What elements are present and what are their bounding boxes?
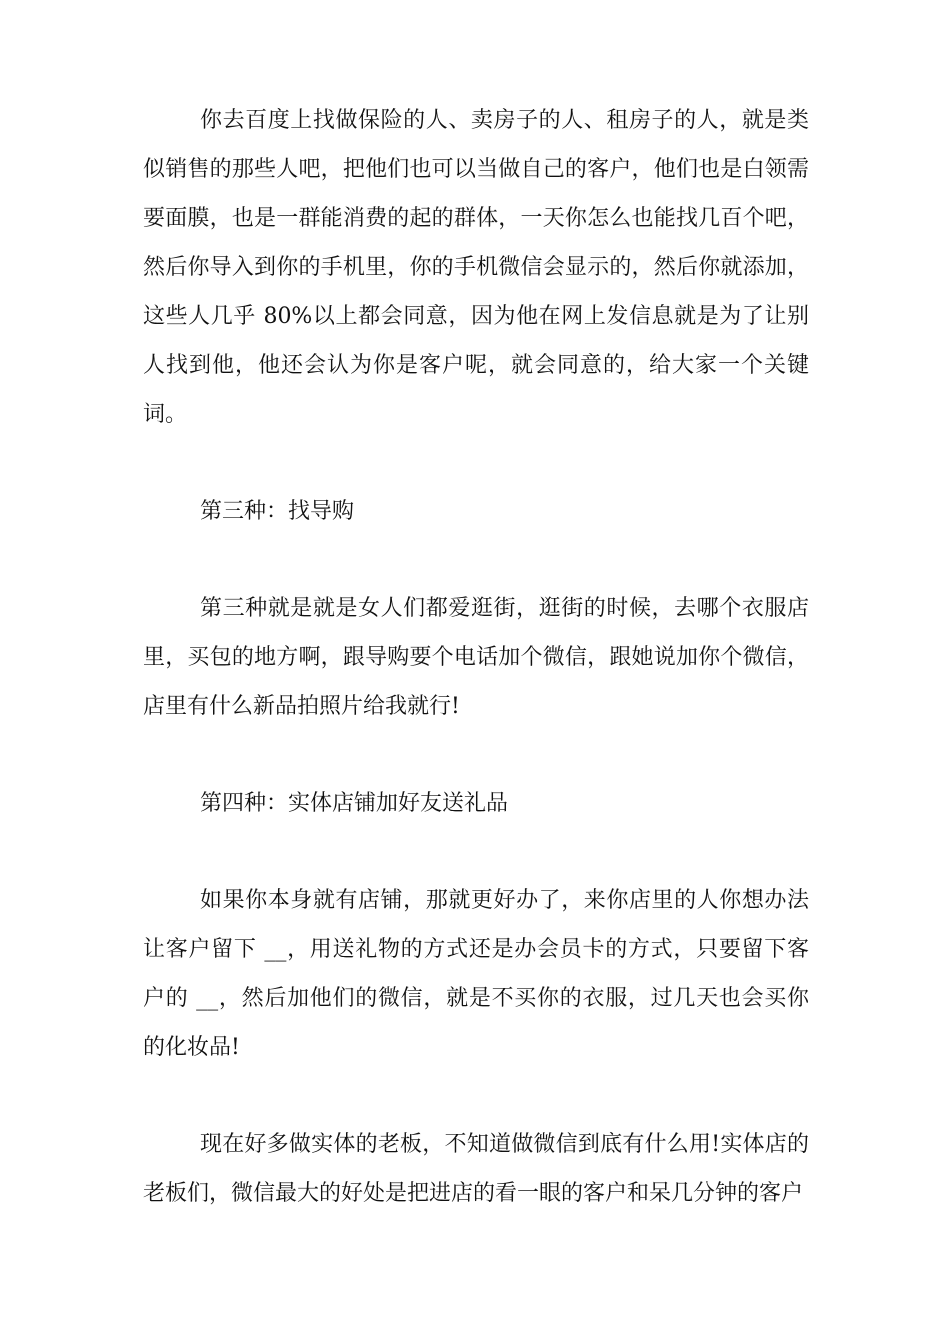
- paragraph-store-owners: 现在好多做实体的老板，不知道做微信到底有什么用!实体店的老板们，微信最大的好处是把进店的看一眼的客户和呆几分钟的客户: [143, 1132, 809, 1206]
- paragraph-spacer: [143, 1072, 809, 1120]
- paragraph-shopping-guide: 第三种就是就是女人们都爱逛街，逛街的时候，去哪个衣服店里，买包的地方啊，跟导购要个电话加个微信，跟她说加你个微信，店里有什么新品拍照片给我就行!: [143, 596, 809, 719]
- paragraph-spacer: [143, 731, 809, 779]
- paragraph-spacer: [143, 439, 809, 487]
- paragraph-find-sales-people: 你去百度上找做保险的人、卖房子的人、租房子的人，就是类似销售的那些人吧，把他们也可以当做自己的客户，他们也是白领需要面膜，也是一群能消费的起的群体，一天你怎么也能找几百个吧，然后你导入到你的手机里，你的手机微信会显示的，然后你就添加，这些人几乎 80%以上都会同意，因为他在网上发信息就是为了让别人找到他，他还会认为你是客户呢，就会同意的，给大家一个关键词。: [143, 108, 809, 427]
- paragraph-spacer: [143, 828, 809, 876]
- paragraph-store-gifts: 如果你本身就有店铺，那就更好办了，来你店里的人你想办法让客户留下 __，用送礼物的方式还是办会员卡的方式，只要留下客户的 __，然后加他们的微信，就是不买你的衣服，过几天也会买你的化妆品!: [143, 888, 809, 1060]
- heading-method-four: 第四种：实体店铺加好友送礼品: [200, 791, 509, 816]
- heading-method-three: 第三种：找导购: [200, 499, 355, 524]
- paragraph-spacer: [143, 536, 809, 584]
- document-body: [143, 96, 809, 1218]
